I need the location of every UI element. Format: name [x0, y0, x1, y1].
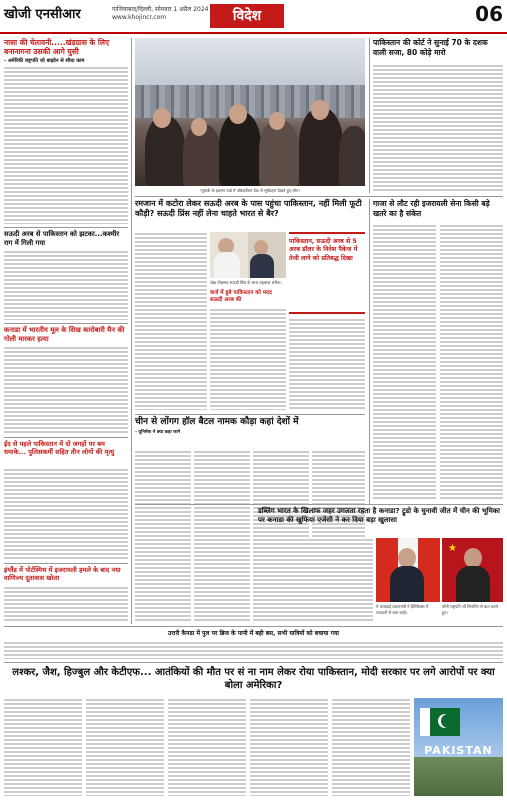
story-headline: इंग्लैंड में पोर्टस्मिथ में इजरायली हमले के बाद नया वाणिज्य दूतावास खोला — [4, 566, 121, 582]
story-body — [4, 346, 128, 434]
divider — [135, 504, 503, 505]
story-canada-sikh — [4, 326, 128, 343]
story-body — [168, 698, 246, 796]
story-headline: रमजान में कटोरा लेकर सऊदी अरब के पास पहुंचा पाकिस्तान, नहीं मिली फूटी कौड़ी? सऊदी प्रिंस नहीं लेना चाहते भारत से बैर? — [135, 199, 362, 218]
quote-bar-text: उत्तरी कैनडा में पुल पर ब्रिज के पानी में बही बस, सभी यात्रियों को बचाया गया — [168, 630, 339, 637]
story-body — [4, 468, 128, 560]
story-headline: नासा की चेतावनी.....खंडग्रास के लिए बनानागना उसकी आगे घुसी — [4, 38, 110, 56]
section-title: विदेश — [210, 4, 284, 28]
story-pak-court — [373, 38, 503, 57]
masthead — [0, 0, 507, 34]
story-headline: ईद से पहले पाकिस्तान में दो जगहों पर बम धमाके... पुलिसकर्मी सहित तीन लोगों की मृत्यु — [4, 440, 115, 456]
story-headline: लश्कर, जैश, हिज्बुल और केटीएफ... आतंकियों की मौत पर सं ना नाम लेकर रोया पाकिस्तान, मोदी सरकार पर लगे आरोपों पर क्या बोला अमेरिका? — [12, 667, 495, 691]
column-rule — [369, 199, 370, 504]
story-headline: चीन से लोंगग हॉल बैटल नामक कौड़ा कहां देशों में — [135, 417, 299, 427]
story-body — [440, 224, 503, 500]
story-body — [4, 66, 128, 224]
story-body — [210, 308, 286, 410]
photo-caption: शेख़ मोहम्मद सऊदी प्रिंस के साथ शहबाज़ शरीफ। — [210, 280, 282, 285]
divider — [4, 323, 128, 324]
story-body — [86, 698, 164, 796]
pull-quote — [289, 232, 365, 314]
story-body — [373, 224, 436, 500]
story-body — [4, 586, 128, 622]
story-body — [332, 698, 410, 796]
sub-quote-text: कर्ज में डूबे पाकिस्तान को मदद सऊदी अरब की — [210, 290, 272, 303]
story-headline: गाजा से लौट रही इजरायली सेना किसी बड़े खतरे का है संकेत — [373, 199, 490, 218]
edition-web: www.khojincr.com — [112, 14, 167, 21]
column-rule — [369, 38, 370, 193]
story-body — [323, 538, 373, 622]
story-body — [4, 250, 128, 320]
story-gaza — [373, 199, 503, 218]
sub-quote — [210, 290, 286, 304]
photo-caption: न्यूयार्क के हडसन यार्ड में ऑब्जर्वेशन डेक से सूर्यग्रहण देखते हुए लोग। — [200, 188, 300, 193]
photo-caption: ये कनाडाई प्रधानमंत्री ने हैलिफैक्स में पत्रकारों से बात कही। — [376, 604, 429, 615]
divider — [4, 626, 503, 627]
divider — [135, 196, 503, 197]
pakistan-photo — [414, 698, 503, 796]
saudi-leaders-photo — [210, 232, 286, 278]
divider — [4, 563, 128, 564]
story-body — [289, 318, 365, 410]
story-nasa — [4, 38, 128, 65]
pull-quote-text: पाकिस्तान, सऊदी अरब से 5 अरब डॉलर के निवेश पैकेज में तेजी लाने को प्रतिबद्ध दिखा — [289, 238, 358, 262]
story-headline: कनाडा में भारतीय मूल के सिख कारोबारी मैन की गोली मारकर हत्या — [4, 326, 125, 343]
story-headline: सऊदी अरब से पाकिस्तान को झटका...कश्मीर राग में गिली गया — [4, 230, 120, 247]
divider — [4, 227, 128, 228]
photo-caption: चीनी राष्ट्रपति शी जिनपिंग से बात करते हुए। — [442, 604, 498, 615]
story-body — [135, 450, 191, 622]
story-pak-blast — [4, 440, 128, 456]
story-body — [135, 232, 207, 410]
story-body — [4, 698, 82, 796]
story-body — [194, 450, 250, 622]
edition-date: गाजियाबाद/दिल्ली, सोमवार 1 अप्रैल 2024 — [112, 6, 209, 13]
story-body — [250, 698, 328, 796]
eclipse-crowd-photo — [135, 38, 365, 186]
story-headline: डब्लिंग भारत के खिलाफ जहर उगलता रहता है कनाडा? ट्रूडो के चुनावी जीत में चीन की भूमिका पर कनाडा की खुफिया एजेंसी ने कर दिया बड़ा खुलासा — [258, 507, 500, 524]
story-subhead: - अमेरिकी राष्ट्रपति जो बाइडेन से सौधा काम — [4, 58, 85, 64]
story-saudi-kashmir — [4, 230, 128, 247]
story-england — [4, 566, 128, 582]
story-headline: पाकिस्तान की कोर्ट ने सुनाई 70 के दशक वाली सजा, 80 कोड़े मारो — [373, 38, 488, 57]
story-saudi — [135, 199, 365, 219]
trudeau-photo — [376, 538, 440, 602]
edition-info — [112, 6, 208, 22]
story-body — [373, 64, 503, 192]
quote-bar — [4, 628, 503, 640]
divider — [4, 662, 503, 663]
story-china — [135, 417, 365, 436]
brand-name: खोजी एनसीआर — [4, 7, 81, 22]
divider — [4, 437, 128, 438]
story-body — [258, 538, 320, 622]
story-subhead: - यूनिसेफ ने क्या कहा जाने — [135, 430, 181, 435]
story-body — [4, 641, 503, 659]
divider — [135, 414, 365, 415]
column-rule — [131, 38, 132, 624]
xi-jinping-photo: ★ — [442, 538, 503, 602]
page-number: 06 — [475, 2, 503, 26]
story-canada — [258, 507, 503, 525]
image-word: PAKISTAN — [424, 744, 493, 757]
story-pakistan-terror — [4, 666, 503, 692]
